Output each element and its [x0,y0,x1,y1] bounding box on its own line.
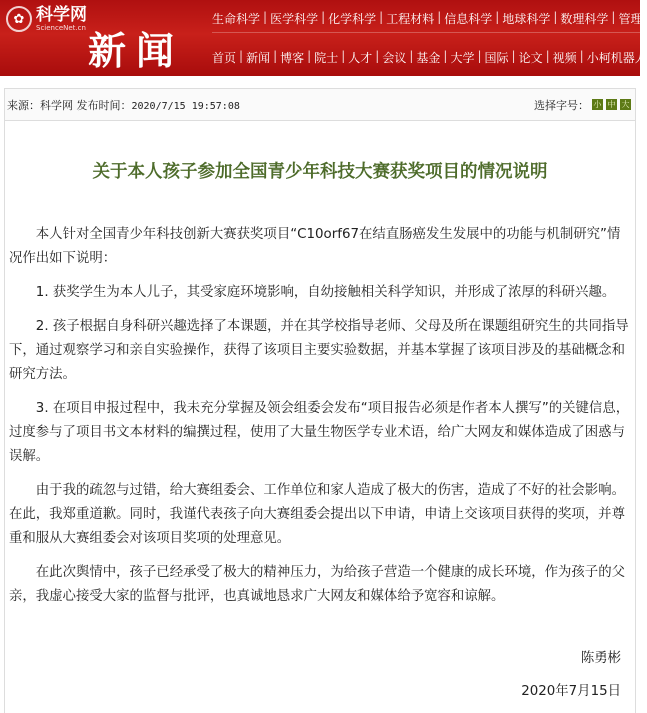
nav-divider [212,32,640,33]
nav-link[interactable]: 大学 [450,51,475,65]
nav-link[interactable]: 基金 [416,51,441,65]
nav-link[interactable]: 论文 [518,51,543,65]
nav-separator: | [341,49,346,63]
nav-link[interactable]: 地球科学 [502,12,551,26]
nav-link[interactable]: 会议 [382,51,407,65]
nav-separator: | [579,49,584,63]
nav-link[interactable]: 人才 [348,51,373,65]
nav-separator: | [409,49,414,63]
nav-link[interactable]: 信息科学 [444,12,493,26]
section-title: 新闻 [88,29,185,73]
nav-separator: | [307,49,312,63]
nav-separator: | [375,49,380,63]
nav-separator: | [495,10,500,24]
nav-link[interactable]: 博客 [280,51,305,65]
nav-link[interactable]: 小柯机器人 [586,51,647,65]
nav-link[interactable]: 医学科学 [270,12,319,26]
nav-separator: | [443,49,448,63]
paragraph: 本人针对全国青少年科技创新大赛获奖项目“C10orf67在结直肠癌发生发展中的功能与机制研究”情况作出如下说明： [9,227,621,266]
nav-separator: | [321,10,326,24]
paragraph: 1. 获奖学生为本人儿子，其受家庭环境影响，自幼接触相关科学知识，并形成了浓厚的科研兴趣。 [35,285,616,300]
paragraph: 在此次舆情中，孩子已经承受了极大的精神压力，为给孩子营造一个健康的成长环境，作为孩子的父亲，我虚心接受大家的监督与批评，也真诚地恳求广大网友和媒体给予宽容和谅解。 [9,565,625,604]
nav-separator: | [511,49,516,63]
site-logo[interactable] [6,6,87,32]
logo-icon: ✿ [6,6,32,32]
logo-subtext: ScienceNet.cn [36,24,86,32]
nav-separator: | [611,10,616,24]
nav-separator: | [263,10,268,24]
nav-separator: | [239,49,244,63]
article-meta [5,89,635,121]
article-container [4,88,636,713]
nav-link[interactable]: 管理 [618,12,643,26]
site-header [0,0,647,76]
nav-separator: | [545,49,550,63]
paragraph: 由于我的疏忽与过错，给大赛组委会、工作单位和家人造成了极大的伤害，造成了不好的社会影响。在此，我郑重道歉。同时，我谨代表孩子向大赛组委会提出以下申请，申请上交该项目获得的奖项，并尊重和服从大赛组委会对该项目奖项的处理意见。 [9,483,625,546]
article-body [5,223,635,704]
nav-separator: | [477,49,482,63]
source-label: 来源：科学网 发布时间： [7,98,132,112]
nav-top [212,10,642,27]
nav-link[interactable]: 化学科学 [328,12,377,26]
nav-link[interactable]: 生命科学 [212,12,261,26]
font-size-large-button[interactable]: 大 [621,100,630,109]
nav-link[interactable]: 院士 [314,51,339,65]
nav-link[interactable]: 首页 [212,51,237,65]
nav-link[interactable]: 国际 [484,51,509,65]
signature-date: 2020年7月15日 [521,684,621,699]
nav-separator: | [273,49,278,63]
font-size-medium-button[interactable]: 中 [607,100,616,109]
nav-separator: | [553,10,558,24]
nav-link[interactable]: 工程材料 [386,12,435,26]
font-size-selector [534,97,631,113]
nav-separator: | [437,10,442,24]
paragraph: 3. 在项目申报过程中，我未充分掌握及领会组委会发布“项目报告必须是作者本人撰写”的关键信息，过度参与了项目书文本材料的编撰过程，使用了大量生物医学专业术语，给广大网友和媒体造成了困惑与误解。 [9,401,630,464]
font-size-label: 选择字号： [534,98,589,112]
publish-time: 2020/7/15 19:57:08 [131,100,240,112]
nav-link[interactable]: 新闻 [246,51,271,65]
logo-text: 科学网 [36,5,87,25]
nav-separator: | [379,10,384,24]
nav-bottom [212,49,647,66]
font-size-small-button[interactable]: 小 [593,100,602,109]
article-title: 关于本人孩子参加全国青少年科技大赛获奖项目的情况说明 [92,162,548,182]
nav-link[interactable]: 视频 [552,51,577,65]
paragraph: 2. 孩子根据自身科研兴趣选择了本课题，并在其学校指导老师、父母及所在课题组研究生的共同指导下，通过观察学习和亲自实验操作，获得了该项目主要实验数据，并基本掌握了该项目涉及的基础概念和研究方法。 [9,319,629,382]
signature: 陈勇彬 [580,651,621,666]
nav-link[interactable]: 数理科学 [560,12,609,26]
